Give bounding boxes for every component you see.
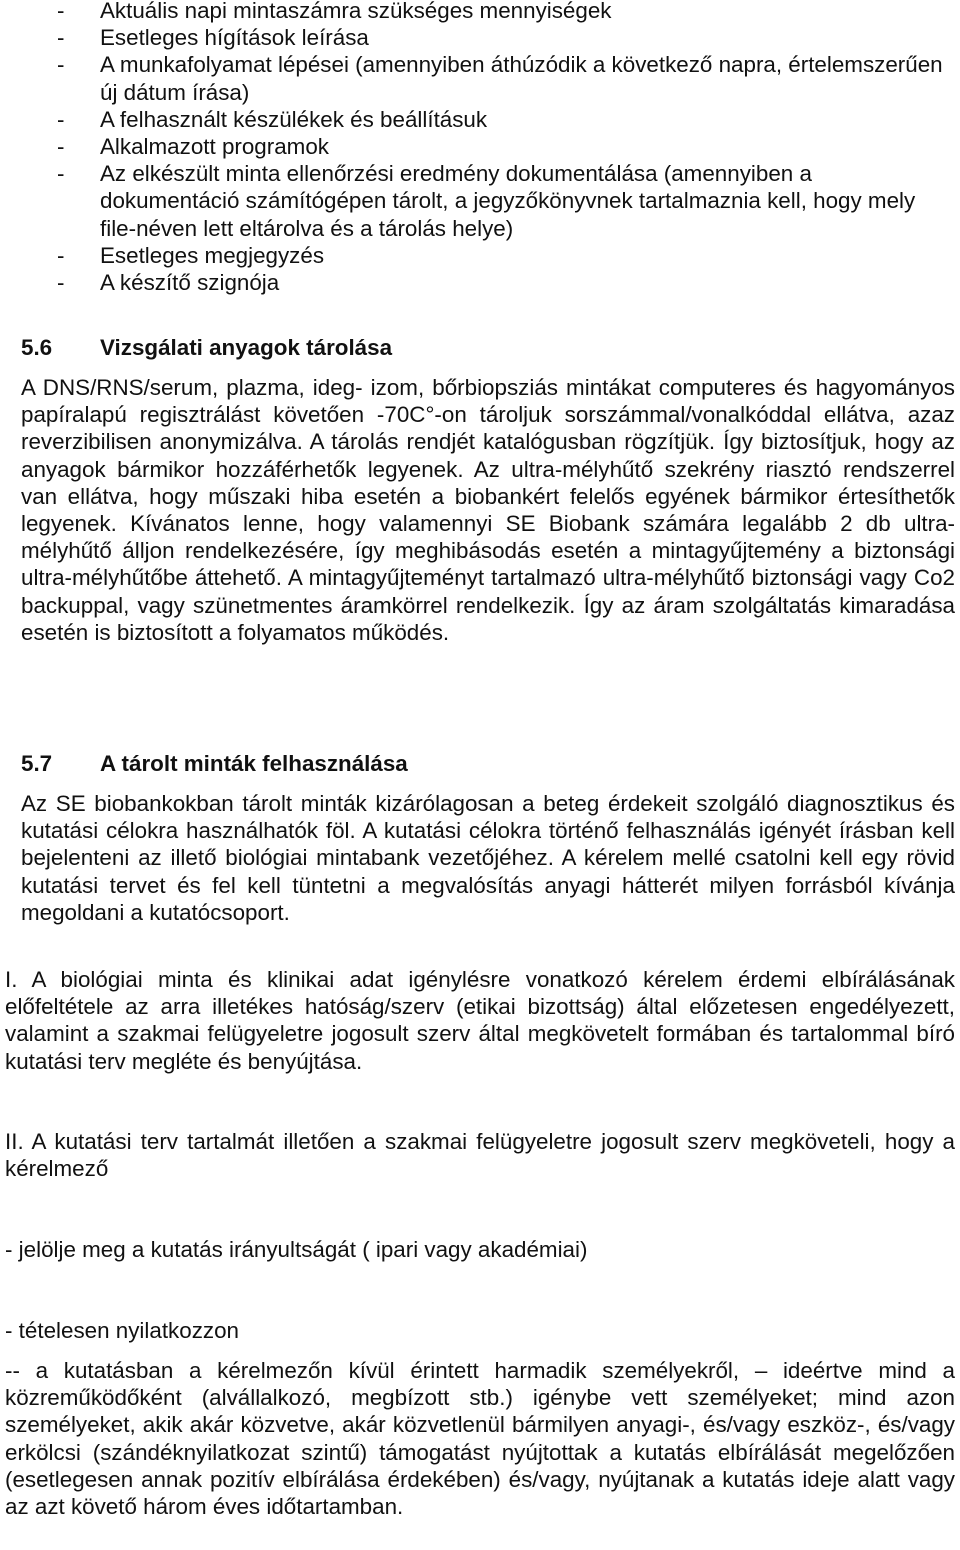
list-item bbox=[57, 242, 957, 269]
list-dash: - bbox=[57, 161, 65, 187]
list-item-text: Esetleges hígítások leírása bbox=[100, 25, 369, 51]
list-dash: - bbox=[57, 52, 65, 78]
section-title: Vizsgálati anyagok tárolása bbox=[100, 335, 393, 360]
list-item bbox=[57, 0, 957, 24]
list-item-text: Az elkészült minta ellenőrzési eredmény dokumentálása (amennyiben a dokumentáció számítógépen tárolt, a jegyzőkönyvnek tartalmaznia kell, hogy mely file-néven lett eltárolva és a tárolás helye) bbox=[100, 161, 916, 241]
list-item-text: Alkalmazott programok bbox=[100, 134, 329, 160]
list-item bbox=[57, 160, 957, 242]
section-heading-5-6 bbox=[21, 334, 392, 361]
item-research-orientation: - jelölje meg a kutatás irányultságát ( ipari vagy akadémiai) bbox=[5, 1237, 588, 1262]
list-item bbox=[57, 269, 957, 296]
list-item bbox=[57, 24, 957, 51]
section-body-5-7: Az SE biobankokban tárolt minták kizárólagosan a beteg érdekeit szolgáló diagnosztikus és kutatási célokra használhatók föl. A kutatási célokra történő felhasználás igényét írásban kell bejelenteni az illető biológiai mintabank vezetőjéhez. A kérelem mellé csatolni kell egy rövid kutatási tervet és fel kell tüntetni a megvalósítás anyagi hátterét milyen forrásból kívánja megoldani a kutatócsoport. bbox=[21, 791, 955, 925]
section-heading-5-7 bbox=[21, 750, 408, 777]
list-dash: - bbox=[57, 0, 65, 23]
list-dash: - bbox=[57, 270, 65, 296]
list-item-text: A munkafolyamat lépései (amennyiben áthúzódik a következő napra, értelemszerűen új dátum írása) bbox=[100, 52, 943, 105]
list-item-text: A felhasznált készülékek és beállításuk bbox=[100, 106, 488, 132]
paragraph-II: II. A kutatási terv tartalmát illetően a szakmai felügyeletre jogosult szerv megköveteli, hogy a kérelmező bbox=[5, 1129, 955, 1182]
list-item bbox=[57, 133, 957, 160]
list-item bbox=[57, 106, 957, 133]
paragraph-I: I. A biológiai minta és klinikai adat igénylésre vonatkozó kérelem érdemi elbírálásának előfeltétele az arra illetékes hatóság/szerv (etikai bizottság) által előzetesen engedélyezett, valamint a szakmai felügyeletre jogosult szerv által megkövetelt formában és tartalommal bíró kutatási terv megléte és benyújtása. bbox=[5, 967, 955, 1074]
list-dash: - bbox=[57, 134, 65, 160]
sub-item-third-parties: -- a kutatásban a kérelmezőn kívül érintett harmadik személyekről, – ideértve mind a közreműködőként (alvállalkozó, megbízott stb.) igénybe vett személyeket; mind azon személyeket, akik akár közvetve, akár közvetlenül bármilyen anyagi-, és/vagy eszköz-, és/vagy erkölcsi (szándéknyilatkozat szintű) támogatást nyújtottak a kutatás elbírálását megelőzően (esetlegesen annak pozitív elbírálása érdekében) és/vagy, nyújtanak a kutatás ideje alatt vagy az azt követő három éves időtartamban. bbox=[5, 1358, 955, 1520]
section-title: A tárolt minták felhasználása bbox=[100, 751, 408, 776]
section-number: 5.7 bbox=[21, 751, 53, 776]
section-body-5-6: A DNS/RNS/serum, plazma, ideg- izom, bőrbiopsziás mintákat computeres és hagyományos papíralapú regisztrálást követően -70C°-on tároljuk sorszámmal/vonalkóddal ellátva, azaz reverzibilisen anonymizálva. A tárolás rendjét katalógusban rögzítjük. Így biztosítjuk, hogy az anyagok bármikor hozzáférhetők legyenek. Az ultra-mélyhűtő szekrény riasztó rendszerrel van ellátva, hogy műszaki hiba esetén a biobankért felelős egyének bármikor értesíthetők legyenek. Kívánatos lenne, hogy valamennyi SE Biobank számára legalább 2 db ultra-mélyhűtő álljon rendelkezésére, így meghibásodás esetén a mintagyűjtemény a biztonsági ultra-mélyhűtőbe áttehető. A mintagyűjteményt tartalmazó ultra-mélyhűtő biztonsági vagy Co2 backuppal, vagy szünetmentes áramkörrel rendelkezik. Így az áram szolgáltatás kimaradása esetén is biztosított a folyamatos működés. bbox=[21, 375, 955, 645]
list-item-text: A készítő szignója bbox=[100, 270, 280, 296]
item-declaration: - tételesen nyilatkozzon bbox=[5, 1318, 239, 1343]
list-dash: - bbox=[57, 106, 65, 132]
list-item bbox=[57, 51, 957, 105]
list-dash: - bbox=[57, 242, 65, 268]
requirements-list bbox=[57, 0, 957, 296]
list-item-text: Aktuális napi mintaszámra szükséges mennyiségek bbox=[100, 0, 612, 23]
list-dash: - bbox=[57, 25, 65, 51]
section-number: 5.6 bbox=[21, 335, 53, 360]
list-item-text: Esetleges megjegyzés bbox=[100, 242, 325, 268]
